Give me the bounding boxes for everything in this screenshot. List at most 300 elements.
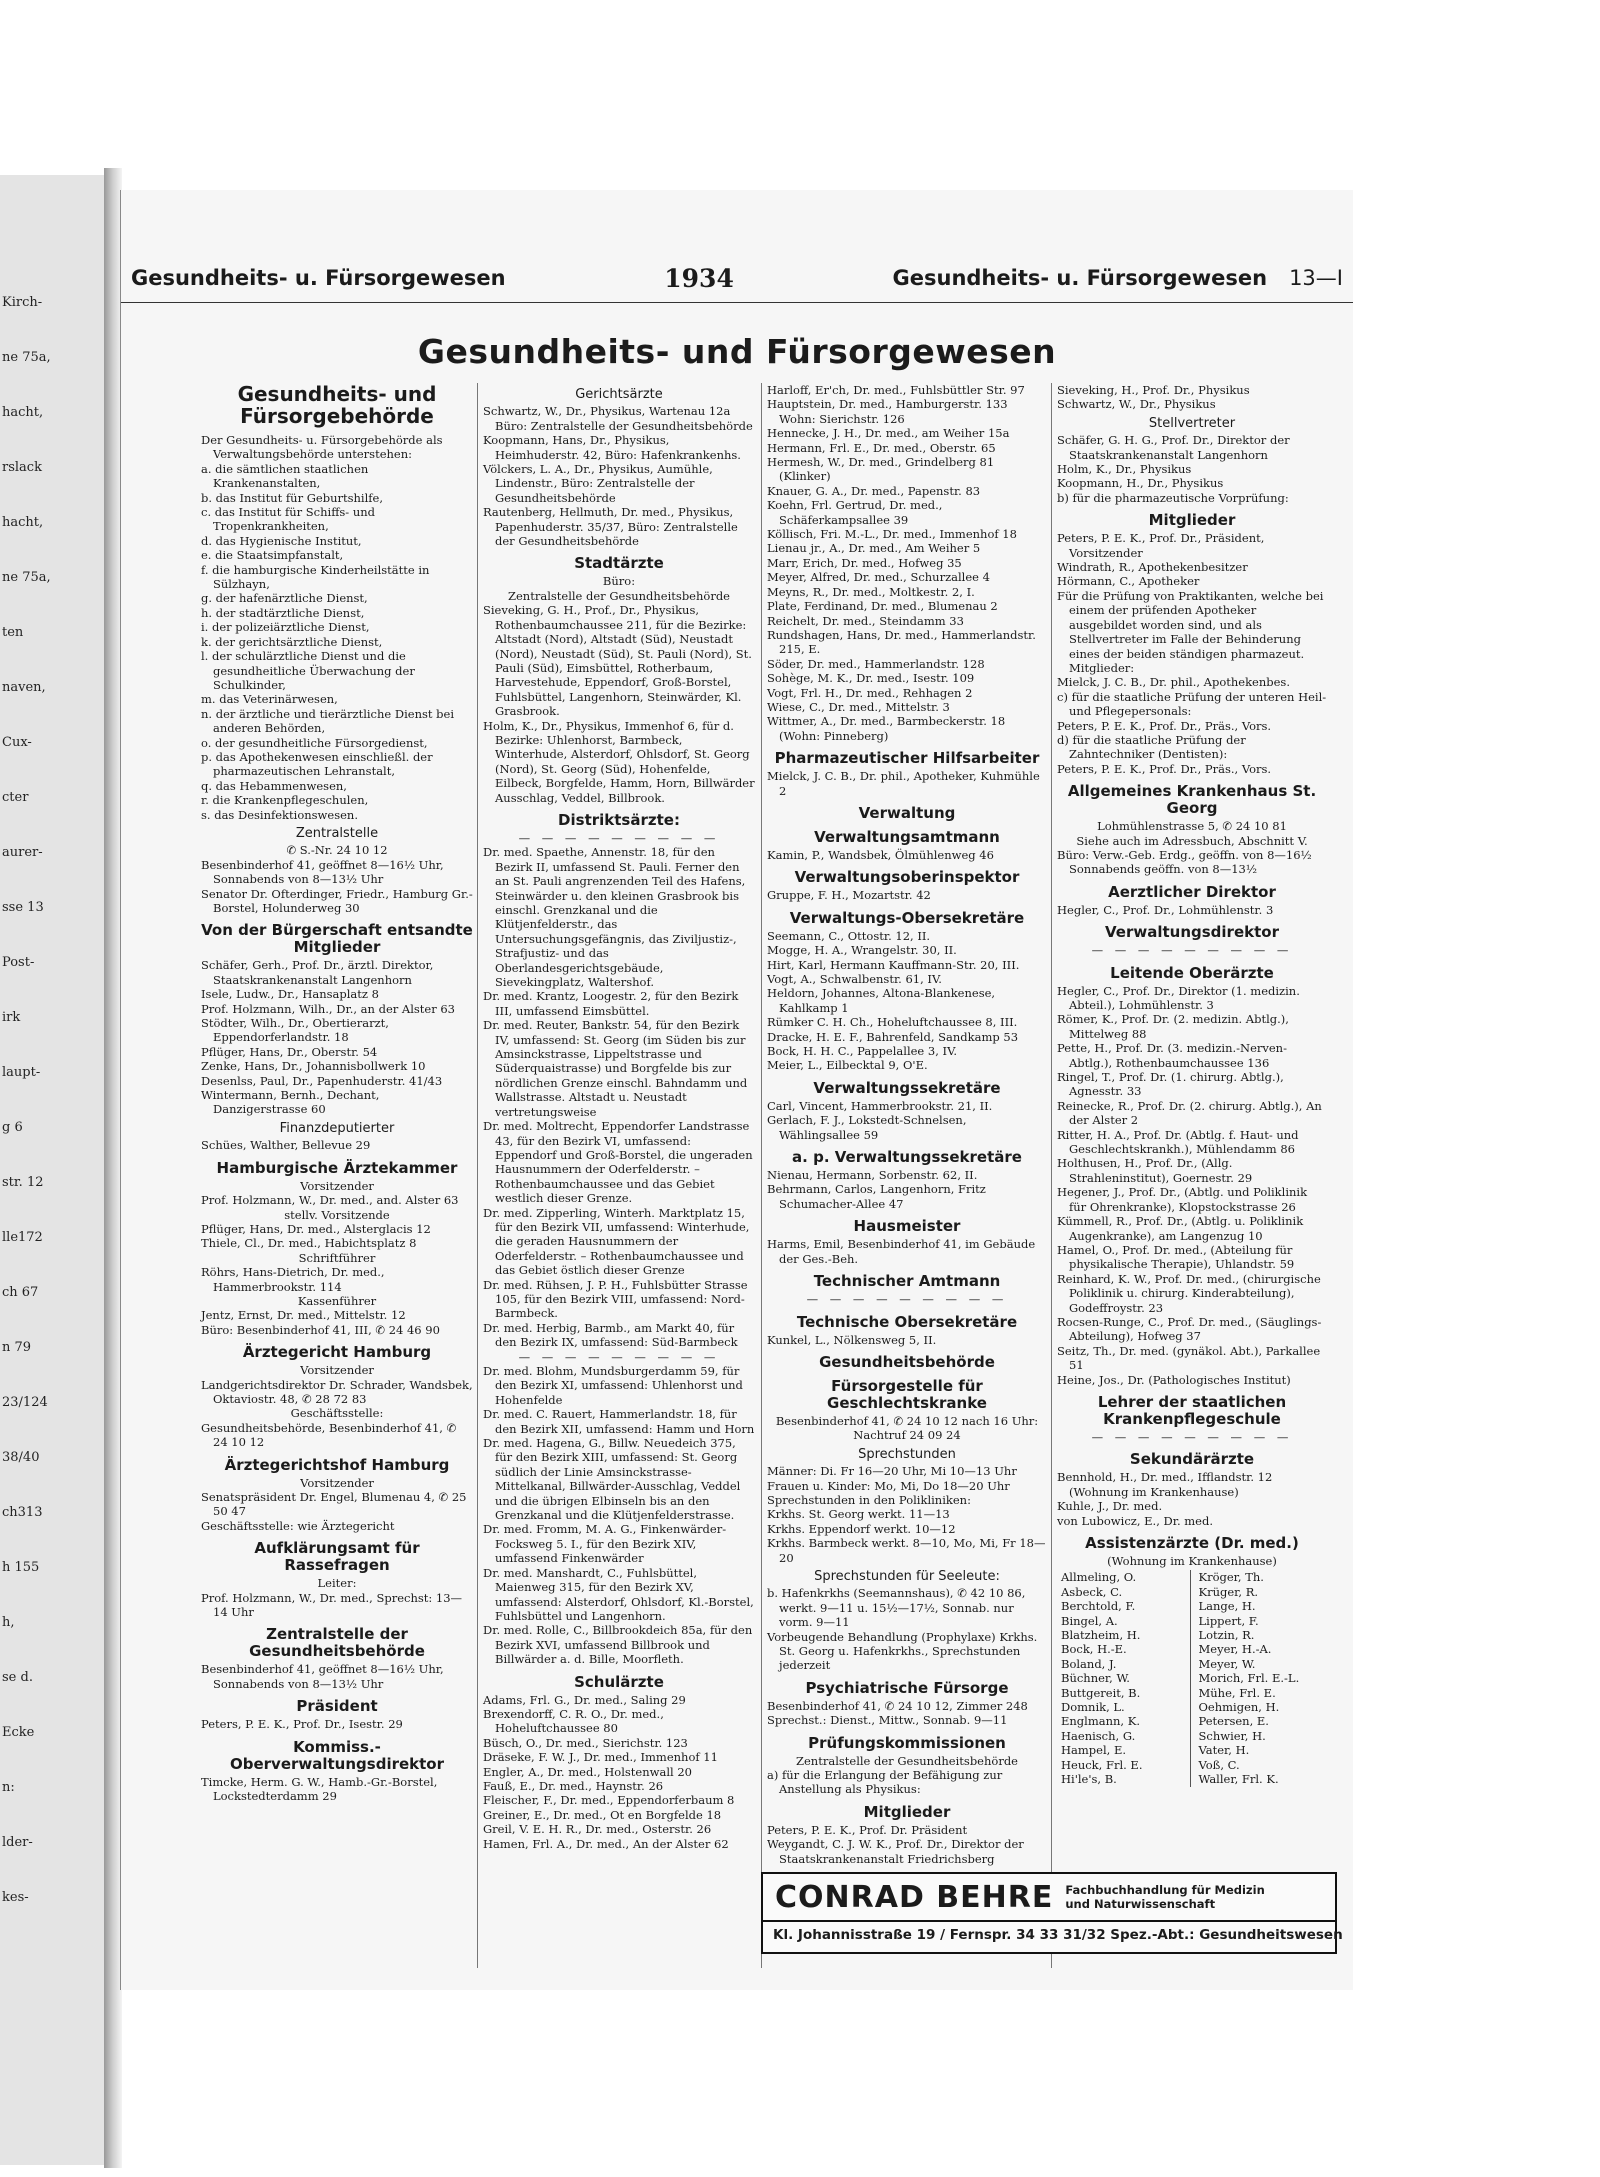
section-heading: Verwaltungsoberinspektor bbox=[794, 868, 1020, 887]
entry: Büro: Verw.-Geb. Erdg., geöffn. von 8—16½ Sonnabends geöffn. von 8—13½ bbox=[1057, 847, 1312, 877]
columns bbox=[193, 383, 1433, 2003]
assistants-column-right bbox=[1190, 1570, 1328, 1786]
assistant-name: Petersen, E. bbox=[1198, 1714, 1269, 1729]
entry: Prof. Holzmann, Wilh., Dr., an der Alster 63 bbox=[201, 1001, 455, 1016]
assistant-name: Heuck, Frl. E. bbox=[1061, 1757, 1143, 1772]
entry: r. die Krankenpflegeschulen, bbox=[201, 793, 369, 808]
entry: Bock, H. H. C., Pappelallee 3, IV. bbox=[767, 1044, 958, 1059]
section-heading: Ärztegericht Hamburg bbox=[242, 1343, 432, 1362]
section-heading: Schulärzte bbox=[574, 1672, 664, 1691]
prev-page-fragment: sse 13 bbox=[2, 900, 44, 915]
assistant-name: Boland, J. bbox=[1061, 1656, 1117, 1671]
subheading: Sprechstunden für Seeleute: bbox=[814, 1568, 1000, 1584]
section-heading: Technische Obersekretäre bbox=[796, 1312, 1018, 1331]
placeholder-dashes: — — — — — — — — — bbox=[518, 1349, 720, 1364]
entry: Pflüger, Hans, Dr., Oberstr. 54 bbox=[201, 1044, 378, 1059]
entry: Heldorn, Johannes, Altona-Blankenese, Kahlkamp 1 bbox=[767, 986, 996, 1015]
entry: Ritter, H. A., Prof. Dr. (Abtlg. f. Haut- und Geschlechtskrankh.), Mühlendamm 86 bbox=[1057, 1127, 1299, 1157]
entry: Heine, Jos., Dr. (Pathologisches Institut) bbox=[1057, 1372, 1291, 1387]
entry: Hörmann, C., Apotheker bbox=[1057, 574, 1200, 589]
section-heading: Von der Bürgerschaft entsandte Mitglieder bbox=[201, 921, 473, 957]
entry: l. der schulärztliche Dienst und die gesundheitliche Überwachung der Schulkinder, bbox=[201, 649, 415, 692]
section-heading: Gesundheits- und Fürsorgebehörde bbox=[237, 382, 437, 428]
section-heading: Kommiss.-Oberverwaltungsdirektor bbox=[229, 1737, 445, 1773]
prev-page-fragment: naven, bbox=[2, 680, 46, 695]
subheading: Gerichtsärzte bbox=[575, 387, 663, 402]
entry: Reinhard, K. W., Prof. Dr. med., (chirurgische Poliklinik u. chirurg. Kinderabteilung), Godeffroystr. 23 bbox=[1057, 1271, 1321, 1315]
prev-page-fragment: g 6 bbox=[2, 1120, 23, 1135]
prev-page-fragment: ne 75a, bbox=[2, 570, 51, 585]
ad-top bbox=[763, 1874, 1335, 1922]
section-heading: Zentralstelle der Gesundheitsbehörde bbox=[249, 1625, 425, 1661]
centered-line: Leiter: bbox=[317, 1576, 357, 1591]
header-left: Gesundheits- u. Fürsorgewesen bbox=[131, 266, 506, 290]
entry: Wintermann, Bernh., Dechant, Danzigerstrasse 60 bbox=[201, 1088, 380, 1117]
entry: Stödter, Wilh., Dr., Obertierarzt, Eppendorferlandstr. 18 bbox=[201, 1016, 389, 1045]
entry: k. der gerichtsärztliche Dienst, bbox=[201, 634, 383, 649]
entry: Dr. med. Rühsen, J. P. H., Fuhlsbütter Strasse 105, für den Bezirk VIII, umfassend: Nord-Barmbeck. bbox=[483, 1277, 748, 1321]
centered-line: stellv. Vorsitzende bbox=[284, 1207, 390, 1222]
entry: Prof. Holzmann, W., Dr. med., Sprechst: 13—14 Uhr bbox=[201, 1590, 463, 1620]
entry: Ringel, T., Prof. Dr. (1. chirurg. Abtlg.), Agnesstr. 33 bbox=[1057, 1070, 1284, 1099]
entry: Sieveking, G. H., Prof., Dr., Physikus, Rothenbaumchaussee 211, für die Bezirke: Altstadt (Nord), Altstadt (Süd), Neustadt (Nord), Neustadt (Süd), St. Pauli (Nord), St. Pauli (Süd), Eimsbüttel, Rotherbaum, Harvestehude, Eppendorf, Groß-Borstel, Fuhlsbüttel, Langenhorn, Steinwärder, Kl. Grasbrook. bbox=[483, 603, 752, 719]
assistant-name: Voß, C. bbox=[1198, 1757, 1240, 1772]
prev-page-fragment: 23/124 bbox=[2, 1395, 48, 1410]
entry: Holm, K., Dr., Physikus, Immenhof 6, für d. Bezirke: Uhlenhorst, Barmbeck, Winterhude, Alsterdorf, Ohlsdorf, St. Georg (Nord), St. Georg (Süd), Hohenfelde, Eilbeck, Borgfelde, Hamm, Horn, Billwärder Ausschlag, Veddel, Billbrook. bbox=[483, 718, 755, 805]
assistant-name: Büchner, W. bbox=[1061, 1671, 1130, 1686]
column-4 bbox=[1057, 383, 1327, 1787]
entry: Pette, H., Prof. Dr. (3. medizin.-Nerven-Abtlg.), Rothenbaumchaussee 136 bbox=[1057, 1041, 1287, 1070]
centered-line: Vorsitzender bbox=[300, 1178, 374, 1193]
prev-page-fragment: str. 12 bbox=[2, 1175, 44, 1190]
entry: Hirt, Karl, Hermann Kauffmann-Str. 20, III. bbox=[767, 957, 1020, 972]
assistant-name: Oehmigen, H. bbox=[1198, 1700, 1280, 1715]
entry: Brexendorff, C. R. O., Dr. med., Hoheluftchaussee 80 bbox=[483, 1706, 664, 1736]
entry: Hamen, Frl. A., Dr. med., An der Alster 62 bbox=[483, 1836, 729, 1851]
assistant-name: Berchtold, F. bbox=[1061, 1599, 1136, 1614]
entry: Dr. med. Blohm, Mundsburgerdamm 59, für den Bezirk XI, umfassend: Uhlenhorst und Hohenfelde bbox=[483, 1364, 743, 1407]
entry: Fleischer, F., Dr. med., Eppendorferbaum 8 bbox=[483, 1793, 735, 1808]
entry: Rautenberg, Hellmuth, Dr. med., Physikus, Papenhuderstr. 35/37, Büro: Zentralstelle der Gesundheitsbehörde bbox=[483, 505, 738, 549]
prev-page-fragment: n: bbox=[2, 1780, 15, 1795]
prev-page-fragment: cter bbox=[2, 790, 29, 805]
entry: Dr. med. Krantz, Loogestr. 2, für den Bezirk III, umfassend Eimsbüttel. bbox=[483, 989, 739, 1018]
entry: Besenbinderhof 41, ✆ 24 10 12, Zimmer 248 bbox=[767, 1698, 1028, 1713]
section-heading: Sekundärärzte bbox=[1129, 1450, 1255, 1469]
prev-page-fragment: n 79 bbox=[2, 1340, 32, 1355]
entry: Söder, Dr. med., Hammerlandstr. 128 bbox=[767, 656, 985, 671]
entry: b. Hafenkrkhs (Seemannshaus), ✆ 42 10 86, werkt. 9—11 u. 15½—17½, Sonnab. nur vorm. 9—11 bbox=[767, 1586, 1026, 1630]
section-heading: Stadtärzte bbox=[574, 554, 664, 573]
entry: Dr. med. Manshardt, C., Fuhlsbüttel, Maienweg 315, für den Bezirk XV, umfassend: Alsterdorf, Ohlsdorf, Kl.-Borstel, Fuhlsbüttel und Langenhorn. bbox=[483, 1565, 754, 1623]
entry: Schwartz, W., Dr., Physikus, Wartenau 12a Büro: Zentralstelle der Gesundheitsbehörde bbox=[483, 404, 753, 433]
centered-line: (Wohnung im Krankenhause) bbox=[1107, 1554, 1277, 1568]
column-3 bbox=[767, 383, 1047, 1866]
centered-line: Büro: bbox=[602, 574, 636, 589]
section-heading: Distriktsärzte: bbox=[558, 810, 680, 829]
centered-line: Kassenführer bbox=[297, 1293, 377, 1308]
centered-line: Schriftführer bbox=[298, 1250, 376, 1265]
placeholder-dashes: — — — — — — — — — bbox=[1091, 943, 1293, 958]
section-heading: Präsident bbox=[296, 1697, 378, 1716]
entry: Greiner, E., Dr. med., Ot en Borgfelde 18 bbox=[483, 1807, 722, 1822]
entry: Engler, A., Dr. med., Holstenwall 20 bbox=[483, 1764, 692, 1779]
prev-page-fragment: h 155 bbox=[2, 1560, 40, 1575]
column-divider bbox=[477, 383, 478, 1968]
entry: Geschäftsstelle: wie Ärztegericht bbox=[201, 1518, 395, 1533]
paragraph: Der Gesundheits- u. Fürsorgebehörde als Verwaltungsbehörde unterstehen: bbox=[201, 433, 443, 462]
entry: Kunkel, L., Nölkensweg 5, II. bbox=[767, 1332, 937, 1347]
entry: Weygandt, C. J. W. K., Prof. Dr., Direktor der Staatskrankenanstalt Friedrichsberg bbox=[767, 1837, 1024, 1866]
entry: Rocsen-Runge, C., Prof. Dr. med., (Säuglings-Abteilung), Hofweg 37 bbox=[1057, 1314, 1322, 1344]
assistant-name: Schwier, H. bbox=[1198, 1728, 1266, 1743]
entry: g. der hafenärztliche Dienst, bbox=[201, 591, 368, 606]
subheading: Zentralstelle bbox=[295, 825, 379, 841]
entry: h. der stadtärztliche Dienst, bbox=[201, 605, 365, 620]
section-heading: Verwaltungssekretäre bbox=[813, 1078, 1001, 1097]
prev-page-fragment: hacht, bbox=[2, 515, 44, 530]
ad-description bbox=[1065, 1883, 1264, 1911]
section-heading: Allgemeines Krankenhaus St. Georg bbox=[1067, 782, 1317, 818]
entry: Isele, Ludw., Dr., Hansaplatz 8 bbox=[201, 987, 379, 1002]
section-heading: Technischer Amtmann bbox=[813, 1272, 1001, 1291]
entry: Harms, Emil, Besenbinderhof 41, im Gebäude der Ges.-Beh. bbox=[767, 1237, 1036, 1266]
prev-page-fragment: hacht, bbox=[2, 405, 44, 420]
column-divider bbox=[1051, 383, 1052, 1968]
entry: f. die hamburgische Kinderheilstätte in Sülzhayn, bbox=[201, 562, 430, 592]
entry: o. der gesundheitliche Fürsorgedienst, bbox=[201, 735, 428, 750]
assistant-name: Meyer, W. bbox=[1198, 1656, 1256, 1671]
paragraph: Für die Prüfung von Praktikanten, welche bei einem der prüfenden Apotheker ausgebildet worden sind, und als Stellvertreter im Falle der Behinderung eines der beiden ständigen pharmazeut. Mitglieder: bbox=[1057, 588, 1324, 675]
entry: Hegler, C., Prof. Dr., Direktor (1. medizin. Abteil.), Lohmühlenstr. 3 bbox=[1057, 983, 1300, 1012]
entry: e. die Staatsimpfanstalt, bbox=[201, 548, 344, 563]
assistant-name: Englmann, K. bbox=[1061, 1714, 1140, 1729]
prev-page-fragment: 38/40 bbox=[2, 1450, 40, 1465]
document-page bbox=[120, 190, 1353, 1990]
header-rule bbox=[121, 302, 1353, 303]
entry: Meier, L., Eilbecktal 9, O'E. bbox=[767, 1058, 928, 1073]
entry: Senatspräsident Dr. Engel, Blumenau 4, ✆ 25 50 47 bbox=[201, 1490, 467, 1519]
assistant-name: Meyer, H.-A. bbox=[1198, 1642, 1272, 1657]
entry: Peters, P. E. K., Prof. Dr., Präs., Vors. bbox=[1057, 718, 1272, 733]
entry: a. die sämtlichen staatlichen Krankenanstalten, bbox=[201, 461, 369, 491]
entry: Sprechstunden in den Polikliniken: bbox=[767, 1492, 971, 1507]
entry: Knauer, G. A., Dr. med., Papenstr. 83 bbox=[767, 483, 981, 498]
section-heading: Fürsorgestelle für Geschlechtskranke bbox=[827, 1376, 987, 1412]
subheading: Finanzdeputierter bbox=[279, 1120, 395, 1136]
prev-page-fragment: laupt- bbox=[2, 1065, 41, 1080]
entry: Koopmann, Hans, Dr., Physikus, Heimhuderstr. 42, Büro: Hafenkrankenhs. bbox=[483, 433, 741, 462]
assistant-name: Waller, Frl. K. bbox=[1198, 1772, 1279, 1787]
section-heading: Mitglieder bbox=[1148, 511, 1236, 530]
section-heading: Hamburgische Ärztekammer bbox=[216, 1158, 458, 1177]
entry: Frauen u. Kinder: Mo, Mi, Do 18—20 Uhr bbox=[767, 1478, 1010, 1493]
centered-line: Zentralstelle der Gesundheitsbehörde bbox=[508, 588, 730, 603]
entry: Sieveking, H., Prof. Dr., Physikus bbox=[1057, 383, 1250, 397]
entry: Mielck, J. C. B., Dr. phil., Apotheker, Kuhmühle 2 bbox=[767, 769, 1040, 798]
entry: Dr. med. Moltrecht, Eppendorfer Landstrasse 43, für den Bezirk VI, umfassend: Eppendorf und Groß-Borstel, die ungeraden Hausnummern der Oderfelderstr. – Rothenbaumchaussee und das Gebiet westlich dieser Grenze. bbox=[483, 1119, 753, 1206]
subheading: Sprechstunden bbox=[858, 1446, 956, 1462]
entry: Dr. med. Reuter, Bankstr. 54, für den Bezirk IV, umfassend: St. Georg (im Süden bis zur Amsinckstrasse, Lippeltstrasse und Süderquaistrasse) und Borgfelde bis zur nördlichen Grenze einschl. Bahndamm und Wallstrasse. Altstadt u. Neustadt vertretungsweise bbox=[483, 1018, 748, 1119]
header-right-group bbox=[893, 266, 1343, 290]
entry: Hamel, O., Prof. Dr. med., (Abteilung für physikalische Therapie), Uhlandstr. 59 bbox=[1057, 1242, 1295, 1272]
entry: b) für die pharmazeutische Vorprüfung: bbox=[1057, 490, 1289, 505]
centered-line: Besenbinderhof 41, ✆ 24 10 12 nach 16 Uhr: Nachtruf 24 09 24 bbox=[775, 1413, 1039, 1443]
entry: Lienau jr., A., Dr. med., Am Weiher 5 bbox=[767, 541, 981, 556]
entry: Dr. med. Rolle, C., Billbrookdeich 85a, für den Bezirk XVI, umfassend Billbrook und Billwärder a. d. Bille, Moorfleth. bbox=[483, 1623, 753, 1667]
ad-brand: CONRAD BEHRE bbox=[775, 1879, 1054, 1915]
assistant-name: Bingel, A. bbox=[1061, 1613, 1118, 1628]
assistants-column-left bbox=[1057, 1570, 1190, 1786]
entry: Greil, V. E. H. R., Dr. med., Osterstr. 26 bbox=[483, 1822, 712, 1837]
entry: Schäfer, Gerh., Prof. Dr., ärztl. Direktor, Staatskrankenanstalt Langenhorn bbox=[201, 958, 434, 987]
assistant-name: Krüger, R. bbox=[1198, 1584, 1259, 1599]
section-heading: Lehrer der staatlichen Krankenpflegeschule bbox=[1097, 1392, 1287, 1428]
section-heading: Assistenzärzte (Dr. med.) bbox=[1085, 1534, 1299, 1552]
centered-line: Siehe auch im Adressbuch, Abschnitt V. bbox=[1076, 833, 1308, 848]
prev-page-fragment: ten bbox=[2, 625, 24, 640]
entry: Peters, P. E. K., Prof. Dr. Präsident bbox=[767, 1822, 968, 1837]
section-heading: Prüfungskommissionen bbox=[808, 1733, 1006, 1752]
section-heading: Psychiatrische Fürsorge bbox=[805, 1678, 1009, 1697]
entry: Römer, K., Prof. Dr. (2. medizin. Abtlg.), Mittelweg 88 bbox=[1057, 1012, 1289, 1041]
entry: Hermesh, W., Dr. med., Grindelberg 81 (Klinker) bbox=[767, 455, 995, 484]
entry: Rundshagen, Hans, Dr. med., Hammerlandstr. 215, E. bbox=[767, 627, 1036, 657]
prev-page-fragment: ch 67 bbox=[2, 1285, 39, 1300]
entry: Besenbinderhof 41, geöffnet 8—16½ Uhr, Sonnabends von 8—13½ Uhr bbox=[201, 1662, 444, 1691]
entry: Hegler, C., Prof. Dr., Lohmühlenstr. 3 bbox=[1057, 902, 1274, 917]
section-heading: Hausmeister bbox=[853, 1217, 961, 1236]
entry: Holm, K., Dr., Physikus bbox=[1057, 462, 1192, 477]
entry: Dr. med. Herbig, Barmb., am Markt 40, für den Bezirk IX, umfassend: Süd-Barmbeck bbox=[483, 1320, 738, 1350]
entry: Reinecke, R., Prof. Dr. (2. chirurg. Abtlg.), An der Alster 2 bbox=[1057, 1098, 1322, 1128]
entry: i. der polizeiärztliche Dienst, bbox=[201, 620, 370, 635]
assistant-name: Blatzheim, H. bbox=[1061, 1628, 1141, 1643]
entry: Marr, Erich, Dr. med., Hofweg 35 bbox=[767, 555, 962, 570]
entry: Reichelt, Dr. med., Steindamm 33 bbox=[767, 613, 964, 628]
assistant-name: Allmeling, O. bbox=[1061, 1570, 1137, 1585]
entry: Hauptstein, Dr. med., Hamburgerstr. 133 Wohn: Sierichstr. 126 bbox=[767, 397, 1008, 426]
assistant-name: Hampel, E. bbox=[1061, 1743, 1126, 1758]
entry: Peters, P. E. K., Prof. Dr., Isestr. 29 bbox=[201, 1717, 403, 1732]
entry: Schäfer, G. H. G., Prof. Dr., Direktor der Staatskrankenanstalt Langenhorn bbox=[1057, 433, 1290, 462]
assistant-name: Haenisch, G. bbox=[1061, 1728, 1136, 1743]
entry: n. der ärztliche und tierärztliche Dienst bei anderen Behörden, bbox=[201, 706, 454, 736]
entry: Männer: Di. Fr 16—20 Uhr, Mi 10—13 Uhr bbox=[767, 1464, 1017, 1479]
entry: Gerlach, F. J., Lokstedt-Schnelsen, Wählingsallee 59 bbox=[767, 1113, 967, 1142]
entry: Röhrs, Hans-Dietrich, Dr. med., Hammerbrookstr. 114 bbox=[201, 1265, 385, 1294]
entry: c. das Institut für Schiffs- und Tropenkrankheiten, bbox=[201, 505, 375, 534]
section-heading: Verwaltungsdirektor bbox=[1105, 923, 1279, 942]
assistant-name: Lange, H. bbox=[1198, 1599, 1256, 1614]
prev-page-fragment: se d. bbox=[2, 1670, 33, 1685]
prev-page-fragment: Cux- bbox=[2, 735, 32, 750]
entry: Gesundheitsbehörde, Besenbinderhof 41, ✆ 24 10 12 bbox=[201, 1420, 457, 1450]
centered-line: ✆ S.-Nr. 24 10 12 bbox=[286, 843, 388, 858]
entry: Sohège, M. K., Dr. med., Isestr. 109 bbox=[767, 671, 975, 686]
entry: Krkhs. Eppendorf werkt. 10—12 bbox=[767, 1521, 956, 1536]
section-heading: Ärztegerichtshof Hamburg bbox=[224, 1455, 450, 1474]
centered-line: Geschäftsstelle: bbox=[290, 1406, 384, 1421]
centered-line: Lohmühlenstrasse 5, ✆ 24 10 81 bbox=[1097, 819, 1287, 834]
entry: Senator Dr. Ofterdinger, Friedr., Hamburg Gr.-Borstel, Holunderweg 30 bbox=[201, 886, 473, 915]
entry: Hermann, Frl. E., Dr. med., Oberstr. 65 bbox=[767, 440, 996, 455]
entry: Behrmann, Carlos, Langenhorn, Fritz Schumacher-Allee 47 bbox=[767, 1182, 986, 1211]
entry: Bennhold, H., Dr. med., Ifflandstr. 12 (Wohnung im Krankenhause) bbox=[1057, 1470, 1273, 1499]
subheading: Stellvertreter bbox=[1148, 415, 1236, 431]
entry: Landgerichtsdirektor Dr. Schrader, Wandsbek, Oktaviostr. 48, ✆ 28 72 83 bbox=[201, 1377, 473, 1406]
assistant-name: Asbeck, C. bbox=[1061, 1584, 1123, 1599]
assistant-name: Morich, Frl. E.-L. bbox=[1198, 1671, 1300, 1686]
assistant-name: Domnik, L. bbox=[1061, 1700, 1125, 1715]
entry: s. das Desinfektionswesen. bbox=[201, 807, 358, 822]
entry: Krkhs. Barmbeck werkt. 8—10, Mo, Mi, Fr 18—20 bbox=[767, 1536, 1046, 1565]
entry: Rümker C. H. Ch., Hoheluftchaussee 8, III. bbox=[767, 1015, 1018, 1030]
entry: Timcke, Herm. G. W., Hamb.-Gr.-Borstel, Lockstedterdamm 29 bbox=[201, 1774, 438, 1804]
centered-line: Vorsitzender bbox=[300, 1363, 374, 1378]
entry: Dr. med. C. Rauert, Hammerlandstr. 18, für den Bezirk XII, umfassend: Hamm und Horn bbox=[483, 1407, 755, 1436]
entry: Krkhs. St. Georg werkt. 11—13 bbox=[767, 1507, 950, 1522]
placeholder-dashes: — — — — — — — — — bbox=[1091, 1429, 1293, 1444]
prev-page-fragment: irk bbox=[2, 1010, 21, 1025]
entry: Gruppe, F. H., Mozartstr. 42 bbox=[767, 888, 931, 903]
entry: Vogt, A., Schwalbenstr. 61, IV. bbox=[767, 972, 942, 986]
entry: p. das Apothekenwesen einschließl. der pharmazeutischen Lehranstalt, bbox=[201, 749, 433, 779]
entry: Dr. med. Fromm, M. A. G., Finkenwärder-Focksweg 5. I., für den Bezirk XIV, umfassend Finkenwärder bbox=[483, 1522, 727, 1566]
entry: Mogge, H. A., Wrangelstr. 30, II. bbox=[767, 943, 957, 958]
prev-page-fragment: Post- bbox=[2, 955, 35, 970]
entry: Peters, P. E. K., Prof. Dr., Präs., Vors. bbox=[1057, 761, 1272, 776]
column-divider bbox=[761, 383, 762, 1968]
entry: Koopmann, H., Dr., Physikus bbox=[1057, 476, 1224, 491]
prev-page-fragment: kes- bbox=[2, 1890, 29, 1905]
header-right: Gesundheits- u. Fürsorgewesen bbox=[892, 266, 1268, 290]
assistant-name: Bock, H.-E. bbox=[1061, 1642, 1127, 1657]
prev-page-fragment: ch313 bbox=[2, 1505, 43, 1520]
ad-desc-line: und Naturwissenschaft bbox=[1065, 1897, 1216, 1911]
entry: d) für die staatliche Prüfung der Zahntechniker (Dentisten): bbox=[1057, 732, 1246, 762]
prev-page-fragment: Kirch- bbox=[2, 295, 43, 310]
page-title: Gesundheits- und Fürsorgewesen bbox=[417, 332, 1057, 371]
column-2 bbox=[483, 383, 755, 1851]
section-heading: Mitglieder bbox=[863, 1802, 951, 1821]
entry: Dracke, H. E. F., Bahrenfeld, Sandkamp 53 bbox=[767, 1029, 1019, 1044]
entry: Völckers, L. A., Dr., Physikus, Aumühle, Lindenstr., Büro: Zentralstelle der Gesundheitsbehörde bbox=[483, 462, 713, 505]
header-year: 1934 bbox=[664, 263, 734, 293]
entry: Büro: Besenbinderhof 41, III, ✆ 24 46 90 bbox=[201, 1322, 440, 1337]
entry: Carl, Vincent, Hammerbrookstr. 21, II. bbox=[767, 1098, 993, 1113]
column-1 bbox=[201, 383, 473, 1803]
prev-page-fragment: aurer- bbox=[2, 845, 43, 860]
entry: Adams, Frl. G., Dr. med., Saling 29 bbox=[483, 1692, 686, 1707]
placeholder-dashes: — — — — — — — — — bbox=[518, 830, 720, 845]
centered-line: Zentralstelle der Gesundheitsbehörde bbox=[796, 1753, 1018, 1768]
previous-page-edge bbox=[0, 175, 108, 2165]
assistants-table bbox=[1057, 1570, 1327, 1786]
entry: Wiese, C., Dr. med., Mittelstr. 3 bbox=[767, 699, 950, 714]
entry: Pflüger, Hans, Dr. med., Alsterglacis 12 bbox=[201, 1221, 431, 1236]
entry: m. das Veterinärwesen, bbox=[201, 692, 338, 707]
entry: Nienau, Hermann, Sorbenstr. 62, II. bbox=[767, 1168, 978, 1183]
prev-page-fragment: lder- bbox=[2, 1835, 33, 1850]
section-heading: Pharmazeutischer Hilfsarbeiter bbox=[774, 749, 1040, 768]
entry: Dr. med. Spaethe, Annenstr. 18, für den Bezirk II, umfassend St. Pauli. Ferner den an St. Pauli angrenzenden Teil des Hafens, Steinwärder u. den kleinen Grasbrook bis einschl. Grenzkanal und die Klütjenfelderstr., das Untersuchungsgefängnis, das Ziviljustiz-, Strafjustiz- und das Oberlandesgerichtsgebäude, Sievekingplatz, Waltershof. bbox=[483, 845, 746, 990]
section-heading: Leitende Oberärzte bbox=[1110, 963, 1274, 982]
page-number: 13—I bbox=[1289, 266, 1343, 290]
running-header bbox=[131, 258, 1343, 298]
section-heading: a. p. Verwaltungssekretäre bbox=[792, 1148, 1022, 1167]
prev-page-fragment: h, bbox=[2, 1615, 15, 1630]
entry: Schües, Walther, Bellevue 29 bbox=[201, 1138, 371, 1153]
section-heading: Verwaltungs-Obersekretäre bbox=[789, 908, 1025, 927]
entry: Kamin, P., Wandsbek, Ölmühlenweg 46 bbox=[767, 847, 994, 862]
entry: Schwartz, W., Dr., Physikus bbox=[1057, 397, 1216, 412]
entry: Mielck, J. C. B., Dr. phil., Apothekenbes. bbox=[1057, 675, 1290, 690]
section-heading: Gesundheitsbehörde bbox=[819, 1352, 995, 1371]
entry: Meyer, Alfred, Dr. med., Schurzallee 4 bbox=[767, 570, 990, 585]
entry: Thiele, Cl., Dr. med., Habichtsplatz 8 bbox=[201, 1236, 417, 1251]
prev-page-fragment: lle172 bbox=[2, 1230, 43, 1245]
placeholder-dashes: — — — — — — — — — bbox=[806, 1292, 1008, 1307]
entry: Windrath, R., Apothekenbesitzer bbox=[1057, 560, 1248, 575]
entry: Vorbeugende Behandlung (Prophylaxe) Krkhs. St. Georg u. Hafenkrkhs., Sprechstunden jederzeit bbox=[767, 1629, 1038, 1673]
entry: Büsch, O., Dr. med., Sierichstr. 123 bbox=[483, 1735, 688, 1750]
section-heading: Aerztlicher Direktor bbox=[1108, 882, 1276, 901]
entry: Kümmell, R., Prof. Dr., (Abtlg. u. Poliklinik Augenkranke), am Langenzug 10 bbox=[1057, 1214, 1304, 1243]
entry: Dr. med. Zipperling, Winterh. Marktplatz 15, für den Bezirk VII, umfassend: Winterhude, die geraden Hausnummern der Oderfelderstr. – Rothenbaumchaussee und das Gebiet östlich dieser Grenze bbox=[483, 1205, 750, 1278]
prev-page-fragment: Ecke bbox=[2, 1725, 35, 1740]
entry: Plate, Ferdinand, Dr. med., Blumenau 2 bbox=[767, 599, 998, 614]
entry: Dräseke, F. W. J., Dr. med., Immenhof 11 bbox=[483, 1750, 718, 1765]
entry: d. das Hygienische Institut, bbox=[201, 533, 362, 548]
entry: a) für die Erlangung der Befähigung zur Anstellung als Physikus: bbox=[767, 1768, 1003, 1797]
entry: Prof. Holzmann, W., Dr. med., and. Alster 63 bbox=[201, 1193, 459, 1208]
section-heading: Verwaltungsamtmann bbox=[814, 827, 1000, 846]
entry: Sprechst.: Dienst., Mittw., Sonnab. 9—11 bbox=[767, 1713, 1008, 1728]
prev-page-fragment: ne 75a, bbox=[2, 350, 51, 365]
entry: Jentz, Ernst, Dr. med., Mittelstr. 12 bbox=[201, 1308, 406, 1323]
entry: Kuhle, J., Dr. med. bbox=[1057, 1499, 1163, 1514]
entry: Köllisch, Fri. M.-L., Dr. med., Immenhof 18 bbox=[767, 527, 1017, 542]
entry: Desenlss, Paul, Dr., Papenhuderstr. 41/43 bbox=[201, 1073, 443, 1088]
entry: Peters, P. E. K., Prof. Dr., Präsident, Vorsitzender bbox=[1057, 531, 1265, 560]
centered-line: Vorsitzender bbox=[300, 1475, 374, 1490]
assistant-name: Lotzin, R. bbox=[1198, 1628, 1255, 1643]
entry: Wittmer, A., Dr. med., Barmbeckerstr. 18 (Wohn: Pinneberg) bbox=[767, 714, 1006, 743]
assistant-name: Lippert, F. bbox=[1198, 1613, 1259, 1628]
entry: Meyns, R., Dr. med., Moltkestr. 2, I. bbox=[767, 584, 975, 599]
entry: Dr. med. Hagena, G., Billw. Neuedeich 375, für den Bezirk XIII, umfassend: St. Georg südlich der Linie Amsinckstrasse-Mittelkanal, Billwärder-Ausschlag, Veddel und die übrigen Elbinseln bis an den Grenzkanal und die Klütjenfelderstrasse. bbox=[483, 1436, 741, 1523]
ad-desc-line: Fachbuchhandlung für Medizin bbox=[1065, 1883, 1265, 1897]
entry: Harloff, Er'ch, Dr. med., Fuhlsbüttler Str. 97 bbox=[767, 383, 1025, 397]
entry: Koehn, Frl. Gertrud, Dr. med., Schäferkampsallee 39 bbox=[767, 498, 943, 527]
advertisement bbox=[761, 1872, 1343, 1954]
entry: b. das Institut für Geburtshilfe, bbox=[201, 490, 383, 505]
assistant-name: Buttgereit, B. bbox=[1061, 1685, 1141, 1700]
entry: Besenbinderhof 41, geöffnet 8—16½ Uhr, Sonnabends von 8—13½ Uhr bbox=[201, 857, 444, 887]
entry: q. das Hebammenwesen, bbox=[201, 778, 347, 793]
entry: Holthusen, H., Prof. Dr., (Allg. Strahleninstitut), Goernestr. 29 bbox=[1057, 1156, 1253, 1185]
entry: Zenke, Hans, Dr., Johannisbollwerk 10 bbox=[201, 1059, 426, 1074]
entry: Seitz, Th., Dr. med. (gynäkol. Abt.), Parkallee 51 bbox=[1057, 1343, 1321, 1373]
entry: Hennecke, J. H., Dr. med., am Weiher 15a bbox=[767, 426, 1010, 441]
ad-address: Kl. Johannisstraße 19 / Fernspr. 34 33 31/32 Spez.-Abt.: Gesundheitswesen bbox=[773, 1927, 1343, 1943]
assistant-name: Mühe, Frl. E. bbox=[1198, 1685, 1276, 1700]
prev-page-fragment: rslack bbox=[2, 460, 42, 475]
entry: c) für die staatliche Prüfung der unteren Heil- und Pflegepersonals: bbox=[1057, 689, 1327, 719]
assistant-name: Vater, H. bbox=[1198, 1743, 1250, 1758]
section-heading: Aufklärungsamt für Rassefragen bbox=[254, 1539, 420, 1575]
